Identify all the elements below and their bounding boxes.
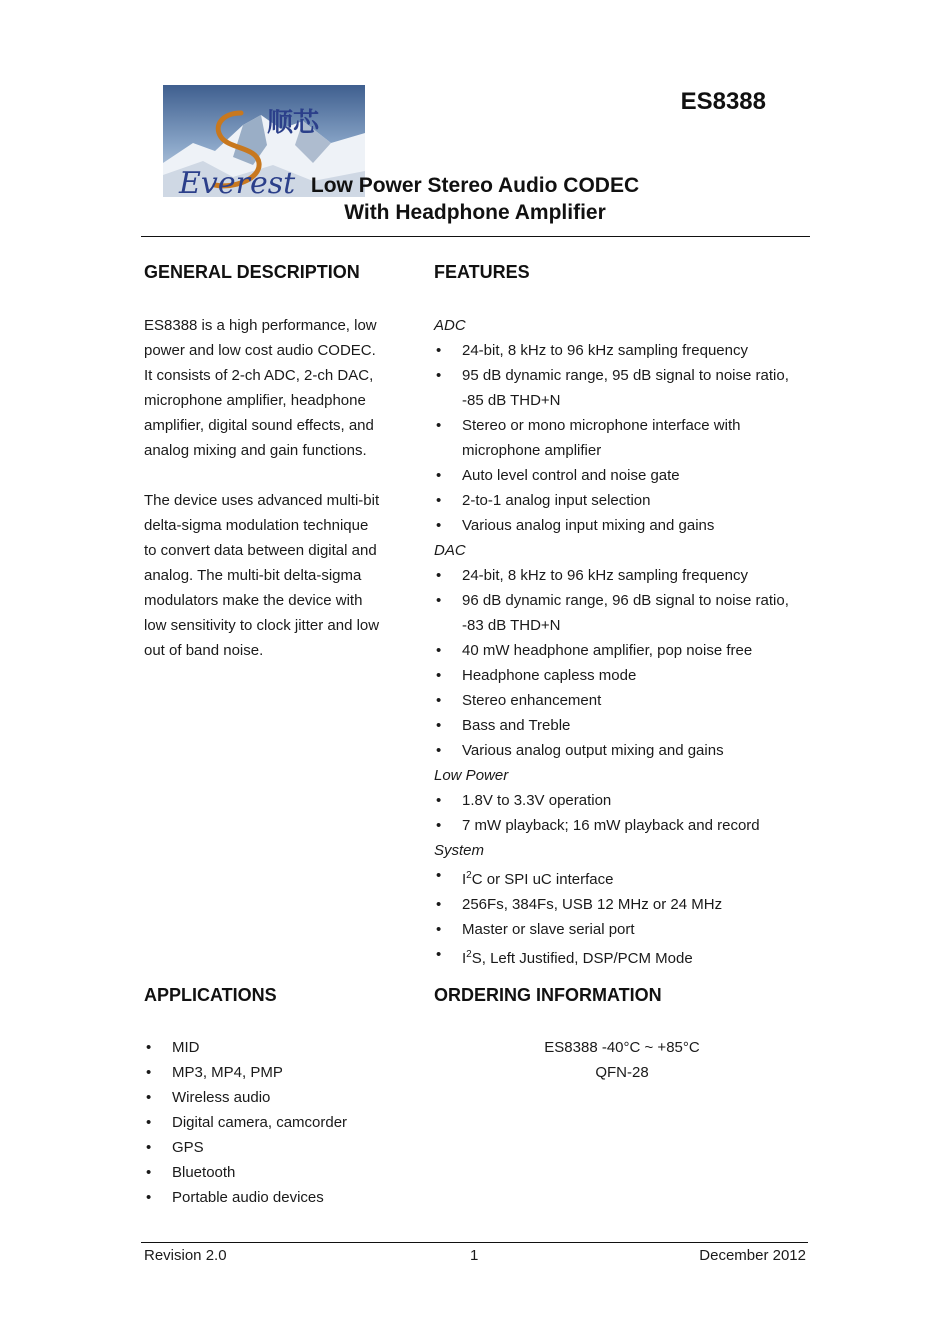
header-divider bbox=[141, 236, 810, 237]
adc-features bbox=[434, 338, 824, 538]
bullet-icon: • bbox=[146, 1114, 152, 1131]
ordering-part-temp: ES8388 -40°C ~ +85°C bbox=[544, 1039, 700, 1056]
part-number: ES8388 bbox=[680, 88, 766, 115]
bullet-icon: • bbox=[436, 367, 442, 384]
feature-item: • 7 mW playback; 16 mW playback and record bbox=[434, 813, 824, 838]
description-line: analog mixing and gain functions. bbox=[144, 442, 367, 459]
feature-item: • $I^2S$, Left Justified, DSP/PCM Mode bbox=[434, 942, 824, 971]
feature-item: • Various analog output mixing and gains bbox=[434, 738, 824, 763]
general-description-heading: GENERAL DESCRIPTION bbox=[144, 262, 360, 282]
feature-item: • $I^2C$ or SPI uC interface bbox=[434, 863, 824, 892]
bullet-icon: • bbox=[436, 642, 442, 659]
system-features bbox=[434, 863, 824, 971]
application-item: • Wireless audio bbox=[144, 1085, 404, 1110]
feature-item: • Bass and Treble bbox=[434, 713, 824, 738]
bullet-icon: • bbox=[436, 867, 442, 884]
feature-item: • 24-bit, 8 kHz to 96 kHz sampling frequency bbox=[434, 563, 824, 588]
dac-features bbox=[434, 563, 824, 763]
bullet-icon: • bbox=[436, 946, 442, 963]
bullet-icon: • bbox=[146, 1089, 152, 1106]
feature-item: • Headphone capless mode bbox=[434, 663, 824, 688]
bullet-icon: • bbox=[146, 1139, 152, 1156]
description-line: power and low cost audio CODEC. bbox=[144, 342, 376, 359]
description-line: to convert data between digital and bbox=[144, 542, 377, 559]
description-line: delta-sigma modulation technique bbox=[144, 517, 369, 534]
description-line: microphone amplifier, headphone bbox=[144, 392, 366, 409]
feature-item: • Various analog input mixing and gains bbox=[434, 513, 824, 538]
bullet-icon: • bbox=[436, 792, 442, 809]
footer-revision: Revision 2.0 bbox=[144, 1247, 227, 1264]
bullet-icon: • bbox=[436, 717, 442, 734]
feature-item: • Stereo enhancement bbox=[434, 688, 824, 713]
system-label: System bbox=[434, 842, 485, 859]
bullet-icon: • bbox=[436, 817, 442, 834]
description-line: It consists of 2-ch ADC, 2-ch DAC, bbox=[144, 367, 374, 384]
bullet-icon: • bbox=[436, 592, 442, 609]
application-item: • MID bbox=[144, 1035, 404, 1060]
application-item: • MP3, MP4, PMP bbox=[144, 1060, 404, 1085]
ordering-package: QFN-28 bbox=[595, 1064, 649, 1081]
feature-item: • 96 dB dynamic range, 96 dB signal to noise ratio, -83 dB THD+N bbox=[434, 588, 824, 638]
feature-item: • 2-to-1 analog input selection bbox=[434, 488, 824, 513]
description-line: ES8388 is a high performance, low bbox=[144, 317, 377, 334]
feature-item: • Stereo or mono microphone interface with microphone amplifier bbox=[434, 413, 824, 463]
application-item: • Portable audio devices bbox=[144, 1185, 404, 1210]
feature-item: • Auto level control and noise gate bbox=[434, 463, 824, 488]
bullet-icon: • bbox=[146, 1189, 152, 1206]
applications-list bbox=[144, 1035, 404, 1210]
bullet-icon: • bbox=[436, 896, 442, 913]
bullet-icon: • bbox=[436, 417, 442, 434]
description-line: analog. The multi-bit delta-sigma bbox=[144, 567, 362, 584]
bullet-icon: • bbox=[436, 342, 442, 359]
bullet-icon: • bbox=[436, 692, 442, 709]
feature-item: • 24-bit, 8 kHz to 96 kHz sampling frequency bbox=[434, 338, 824, 363]
application-item: • GPS bbox=[144, 1135, 404, 1160]
application-item: • Digital camera, camcorder bbox=[144, 1110, 404, 1135]
footer-page-number: 1 bbox=[470, 1247, 479, 1264]
feature-item: • Master or slave serial port bbox=[434, 917, 824, 942]
bullet-icon: • bbox=[436, 492, 442, 509]
features-heading: FEATURES bbox=[434, 262, 530, 282]
feature-item: • 40 mW headphone amplifier, pop noise free bbox=[434, 638, 824, 663]
application-item: • Bluetooth bbox=[144, 1160, 404, 1185]
feature-item: • 95 dB dynamic range, 95 dB signal to noise ratio, -85 dB THD+N bbox=[434, 363, 824, 413]
description-line: low sensitivity to clock jitter and low bbox=[144, 617, 380, 634]
bullet-icon: • bbox=[436, 921, 442, 938]
description-line: The device uses advanced multi-bit bbox=[144, 492, 380, 509]
bullet-icon: • bbox=[146, 1164, 152, 1181]
bullet-icon: • bbox=[436, 517, 442, 534]
features-list bbox=[434, 313, 824, 971]
adc-label: ADC bbox=[434, 317, 466, 334]
bullet-icon: • bbox=[436, 742, 442, 759]
document-title-line1: Low Power Stereo Audio CODEC bbox=[310, 174, 640, 197]
bullet-icon: • bbox=[146, 1064, 152, 1081]
footer-date: December 2012 bbox=[699, 1247, 806, 1264]
general-description-body bbox=[144, 313, 404, 663]
description-line: amplifier, digital sound effects, and bbox=[144, 417, 374, 434]
description-line: modulators make the device with bbox=[144, 592, 363, 609]
dac-label: DAC bbox=[434, 542, 466, 559]
bullet-icon: • bbox=[436, 667, 442, 684]
ordering-info bbox=[434, 1035, 810, 1085]
ordering-heading: ORDERING INFORMATION bbox=[434, 985, 662, 1005]
bullet-icon: • bbox=[436, 467, 442, 484]
footer-divider bbox=[141, 1242, 808, 1243]
logo-en-text: Everest bbox=[179, 166, 296, 197]
applications-heading: APPLICATIONS bbox=[144, 985, 277, 1005]
bullet-icon: • bbox=[436, 567, 442, 584]
description-line: out of band noise. bbox=[144, 642, 264, 659]
feature-item: • 256Fs, 384Fs, USB 12 MHz or 24 MHz bbox=[434, 892, 824, 917]
logo-cn-text: 顺芯 bbox=[267, 108, 320, 138]
low-power-features bbox=[434, 788, 824, 838]
paragraph-gap bbox=[144, 463, 404, 488]
low-power-label: Low Power bbox=[434, 767, 509, 784]
document-title-line2: With Headphone Amplifier bbox=[344, 201, 606, 224]
bullet-icon: • bbox=[146, 1039, 152, 1056]
feature-item: • 1.8V to 3.3V operation bbox=[434, 788, 824, 813]
